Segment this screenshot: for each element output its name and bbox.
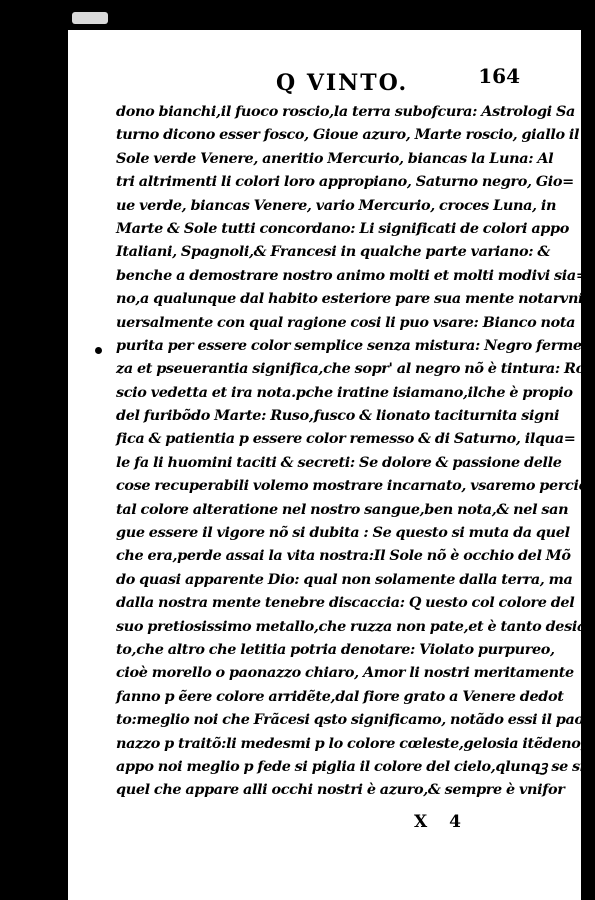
text-line: tal colore alteratione nel nostro sangue,ben nota,& nel san xyxy=(116,500,569,518)
text-line: purita per essere color semplice senza mistura: Negro fermez xyxy=(116,336,590,354)
margin-mark xyxy=(95,347,102,354)
text-line: del furibõdo Marte: Ruso,fusco & lionato taciturnita signi xyxy=(116,407,560,425)
running-title: Q VINTO. xyxy=(276,70,409,96)
text-line: do quasi apparente Dio: qual non solamente dalla terra, ma xyxy=(116,570,573,588)
text-line: gue essere il vigore nõ si dubita : Se questo si muta da quel xyxy=(116,524,570,542)
text-line: dalla nostra mente tenebre discaccia: Q uesto col colore del xyxy=(116,594,575,612)
text-line: suo pretiosissimo metallo,che ruzza non pate,et è tanto desia xyxy=(116,617,586,635)
text-line: tri altrimenti li colori loro appropiano, Saturno negro, Gio= xyxy=(116,173,574,191)
running-header xyxy=(108,64,528,98)
text-line: Marte & Sole tutti concordano: Li significati de colori appo xyxy=(116,219,569,237)
text-line: le fa li huomini taciti & secreti: Se dolore & passione delle xyxy=(116,453,562,471)
text-line: scio vedetta et ira nota.pche iratine isiamano,ilche è propio xyxy=(116,383,573,401)
folio-number: 164 xyxy=(478,64,520,88)
text-line: uersalmente con qual ragione cosi li puo vsare: Bianco nota xyxy=(116,313,576,331)
body-text xyxy=(116,100,595,802)
text-line: dono bianchi,il fuoco roscio,la terra subofcura: Astrologi Sa xyxy=(116,103,575,120)
text-line: za et pseuerantia significa,che sopr' al negro nõ è tintura: Ro xyxy=(116,360,585,378)
text-line: nazzo p traitõ:li medesmi p lo colore cœleste,gelosia itẽdeno, xyxy=(116,734,586,752)
text-line: appo noi meglio p fede si piglia il colore del cielo,qlunqꝫ se sia xyxy=(116,757,594,775)
text-line: benche a demostrare nostro animo molti et molti modivi sia= xyxy=(116,266,588,284)
scan-artifact xyxy=(72,12,108,24)
text-line: no,a qualunque dal habito esteriore pare sua mente notarvni xyxy=(116,290,584,308)
text-line: che era,perde assai la vita nostra:Il Sole nõ è occhio del Mõ xyxy=(116,547,571,565)
text-line: cose recuperabili volemo mostrare incarnato, vsaremo percio xyxy=(116,477,588,495)
signature-mark: X 4 xyxy=(414,812,469,832)
text-line: fica & patientia p essere color remesso & di Saturno, ilqua= xyxy=(116,430,576,448)
text-line: fanno p ẽere colore arridẽte,dal fiore grato a Venere dedot xyxy=(116,687,564,705)
text-line: to,che altro che letitia potria denotare: Violato purpureo, xyxy=(116,640,555,658)
text-line: Sole verde Venere, aneritio Mercurio, biancas la Luna: Al xyxy=(116,149,554,167)
text-line: to:meglio noi che Frãcesi qsto significamo, notãdo essi il pao= xyxy=(116,711,595,729)
text-line: quel che appare alli occhi nostri è azuro,& sempre è vnifor xyxy=(116,781,565,799)
gutter-shadow xyxy=(40,0,68,900)
text-line: cioè morello o paonazzo chiaro, Amor li nostri meritamente xyxy=(116,664,574,682)
text-line: ue verde, biancas Venere, vario Mercurio, croces Luna, in xyxy=(116,196,557,214)
text-line: turno dicono esser fosco, Gioue azuro, Marte roscio, giallo il xyxy=(116,126,580,144)
text-line: Italiani, Spagnoli,& Francesi in qualche parte variano: & xyxy=(116,243,551,261)
